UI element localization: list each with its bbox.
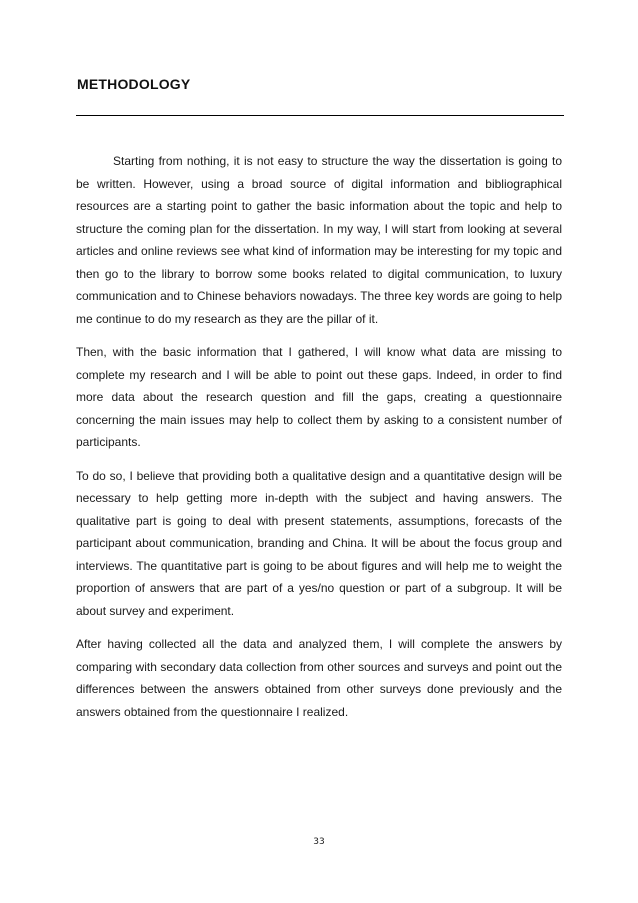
paragraph-1: Starting from nothing, it is not easy to structure the way the dissertation is going to be written. However, using a broad source of digital information and bibliographical resources are a starting point to gather the basic information about the topic and help to structure the coming plan for the dissertation. In my way, I will start from looking at several articles and online reviews see what kind of information may be interesting for my topic and then go to the library to borrow some books related to digital communication, to luxury communication and to Chinese behaviors nowadays. The three key words are going to help me continue to do my research as they are the pillar of it.: [76, 154, 562, 326]
page-number: 33: [313, 837, 325, 847]
paragraph-2: Then, with the basic information that I gathered, I will know what data are missing to complete my research and I will be able to point out these gaps. Indeed, in order to find more data about the research question and fill the gaps, creating a questionnaire concerning the main issues may help to collect them by asking to a consistent number of participants.: [76, 345, 562, 449]
paragraph-4: After having collected all the data and analyzed them, I will complete the answers by comparing with secondary data collection from other sources and surveys and point out the differences between the answers obtained from other surveys done previously and the answers obtained from the questionnaire I realized.: [76, 637, 562, 719]
heading-divider: [76, 115, 564, 116]
paragraph-3: To do so, I believe that providing both a qualitative design and a quantitative design will be necessary to help getting more in-depth with the subject and having answers. The qualitative part is going to deal with present statements, assumptions, forecasts of the participant about communication, branding and China. It will be about the focus group and interviews. The quantitative part is going to be about figures and will help me to weight the proportion of answers that are part of a yes/no question or part of a subgroup. It will be about survey and experiment.: [76, 468, 562, 618]
section-heading: METHODOLOGY: [77, 76, 191, 92]
body-text: [76, 150, 562, 734]
